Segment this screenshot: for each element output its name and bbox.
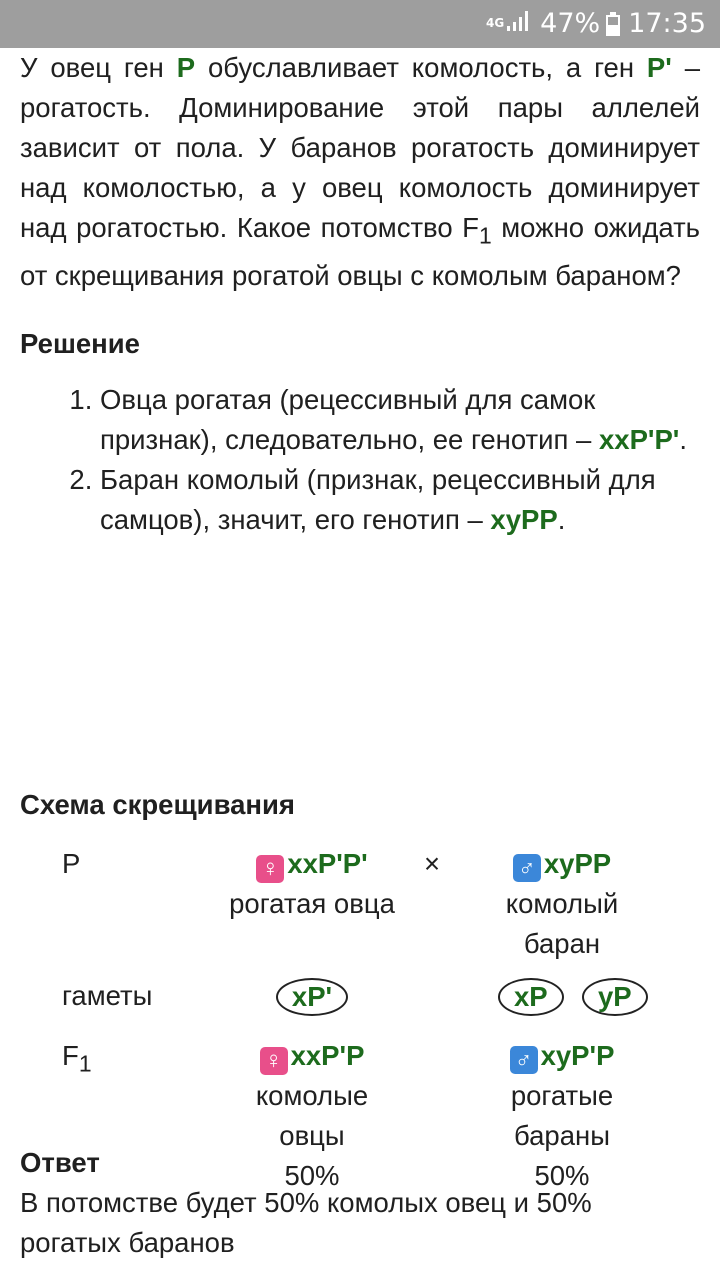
male-icon: ♂ xyxy=(513,854,541,882)
gamete-female: xP' xyxy=(212,978,412,1016)
solution-item: 2. Баран комолый (признак, рецессивный для самцов), значит, его генотип – xyPP. xyxy=(100,460,700,540)
gamete-male-2: yP xyxy=(582,978,648,1016)
gamete-male-1: xP xyxy=(498,978,564,1016)
answer-text: В потомстве будет 50% комолых овец и 50% рогатых баранов xyxy=(20,1187,592,1258)
battery-percent: 47% xyxy=(540,8,601,39)
f1-female-percent: 50% xyxy=(284,1160,340,1191)
problem-text: У овец ген P обуславливает комолость, а ген P' – рогатость. Доминирование этой пары аллелей зависит от пола. У баранов рогатость доминирует над комолостью, а у овец комолость доминирует над рогатостью. Какое потомство $F_1$ можно ожидать от скрещивания рогатой овцы с комолым бараном? xyxy=(20,52,701,291)
f1-label: $F_1$ xyxy=(62,1040,92,1077)
answer-heading: Ответ xyxy=(20,1147,100,1178)
solution-heading: Решение xyxy=(20,327,140,359)
solution-list xyxy=(20,380,700,540)
content xyxy=(20,48,701,1258)
cross-symbol: × xyxy=(423,848,441,879)
battery-icon xyxy=(606,12,620,36)
scheme-heading: Схема скрещивания xyxy=(20,789,295,820)
status-bar xyxy=(0,0,720,48)
f1-female-desc-1: комолые xyxy=(255,1080,369,1111)
parent-male-desc-2: баран xyxy=(523,928,601,959)
parent-female: ♀ xxP'P' xyxy=(212,844,412,884)
f1-male-percent: 50% xyxy=(534,1160,590,1191)
parent-female-desc: рогатая овца xyxy=(229,888,395,919)
f1-male: ♂ xyP'P xyxy=(472,1036,652,1076)
gametes-label: гаметы xyxy=(62,980,153,1011)
f1-female-desc-2: овцы xyxy=(279,1120,345,1151)
parent-male: ♂ xyPP xyxy=(472,844,652,884)
solution-item: 1. Овца рогатая (рецессивный для самок признак), следовательно, ее генотип – xxP'P'. xyxy=(100,380,700,460)
f1-male-desc-1: рогатые xyxy=(510,1080,614,1111)
female-icon: ♀ xyxy=(256,855,284,883)
p-label: P xyxy=(62,848,81,879)
genotype-female: xxP'P' xyxy=(598,423,680,455)
male-icon: ♂ xyxy=(510,1046,538,1074)
crossing-scheme xyxy=(20,788,700,1191)
genotype-male: xyPP xyxy=(490,503,558,535)
parent-male-desc-1: комолый xyxy=(505,888,619,919)
f-subscript: 1 xyxy=(478,222,492,249)
network-type: 4G xyxy=(485,16,505,30)
f1-male-desc-2: бараны xyxy=(514,1120,610,1151)
female-icon: ♀ xyxy=(260,1047,288,1075)
f1-female: ♀ xxP'P xyxy=(212,1036,412,1076)
gene-p: P xyxy=(176,52,196,83)
gene-p-prime: P' xyxy=(646,52,672,83)
signal-icon xyxy=(506,8,532,39)
clock: 17:35 xyxy=(628,8,706,39)
answer-block xyxy=(20,1143,700,1263)
